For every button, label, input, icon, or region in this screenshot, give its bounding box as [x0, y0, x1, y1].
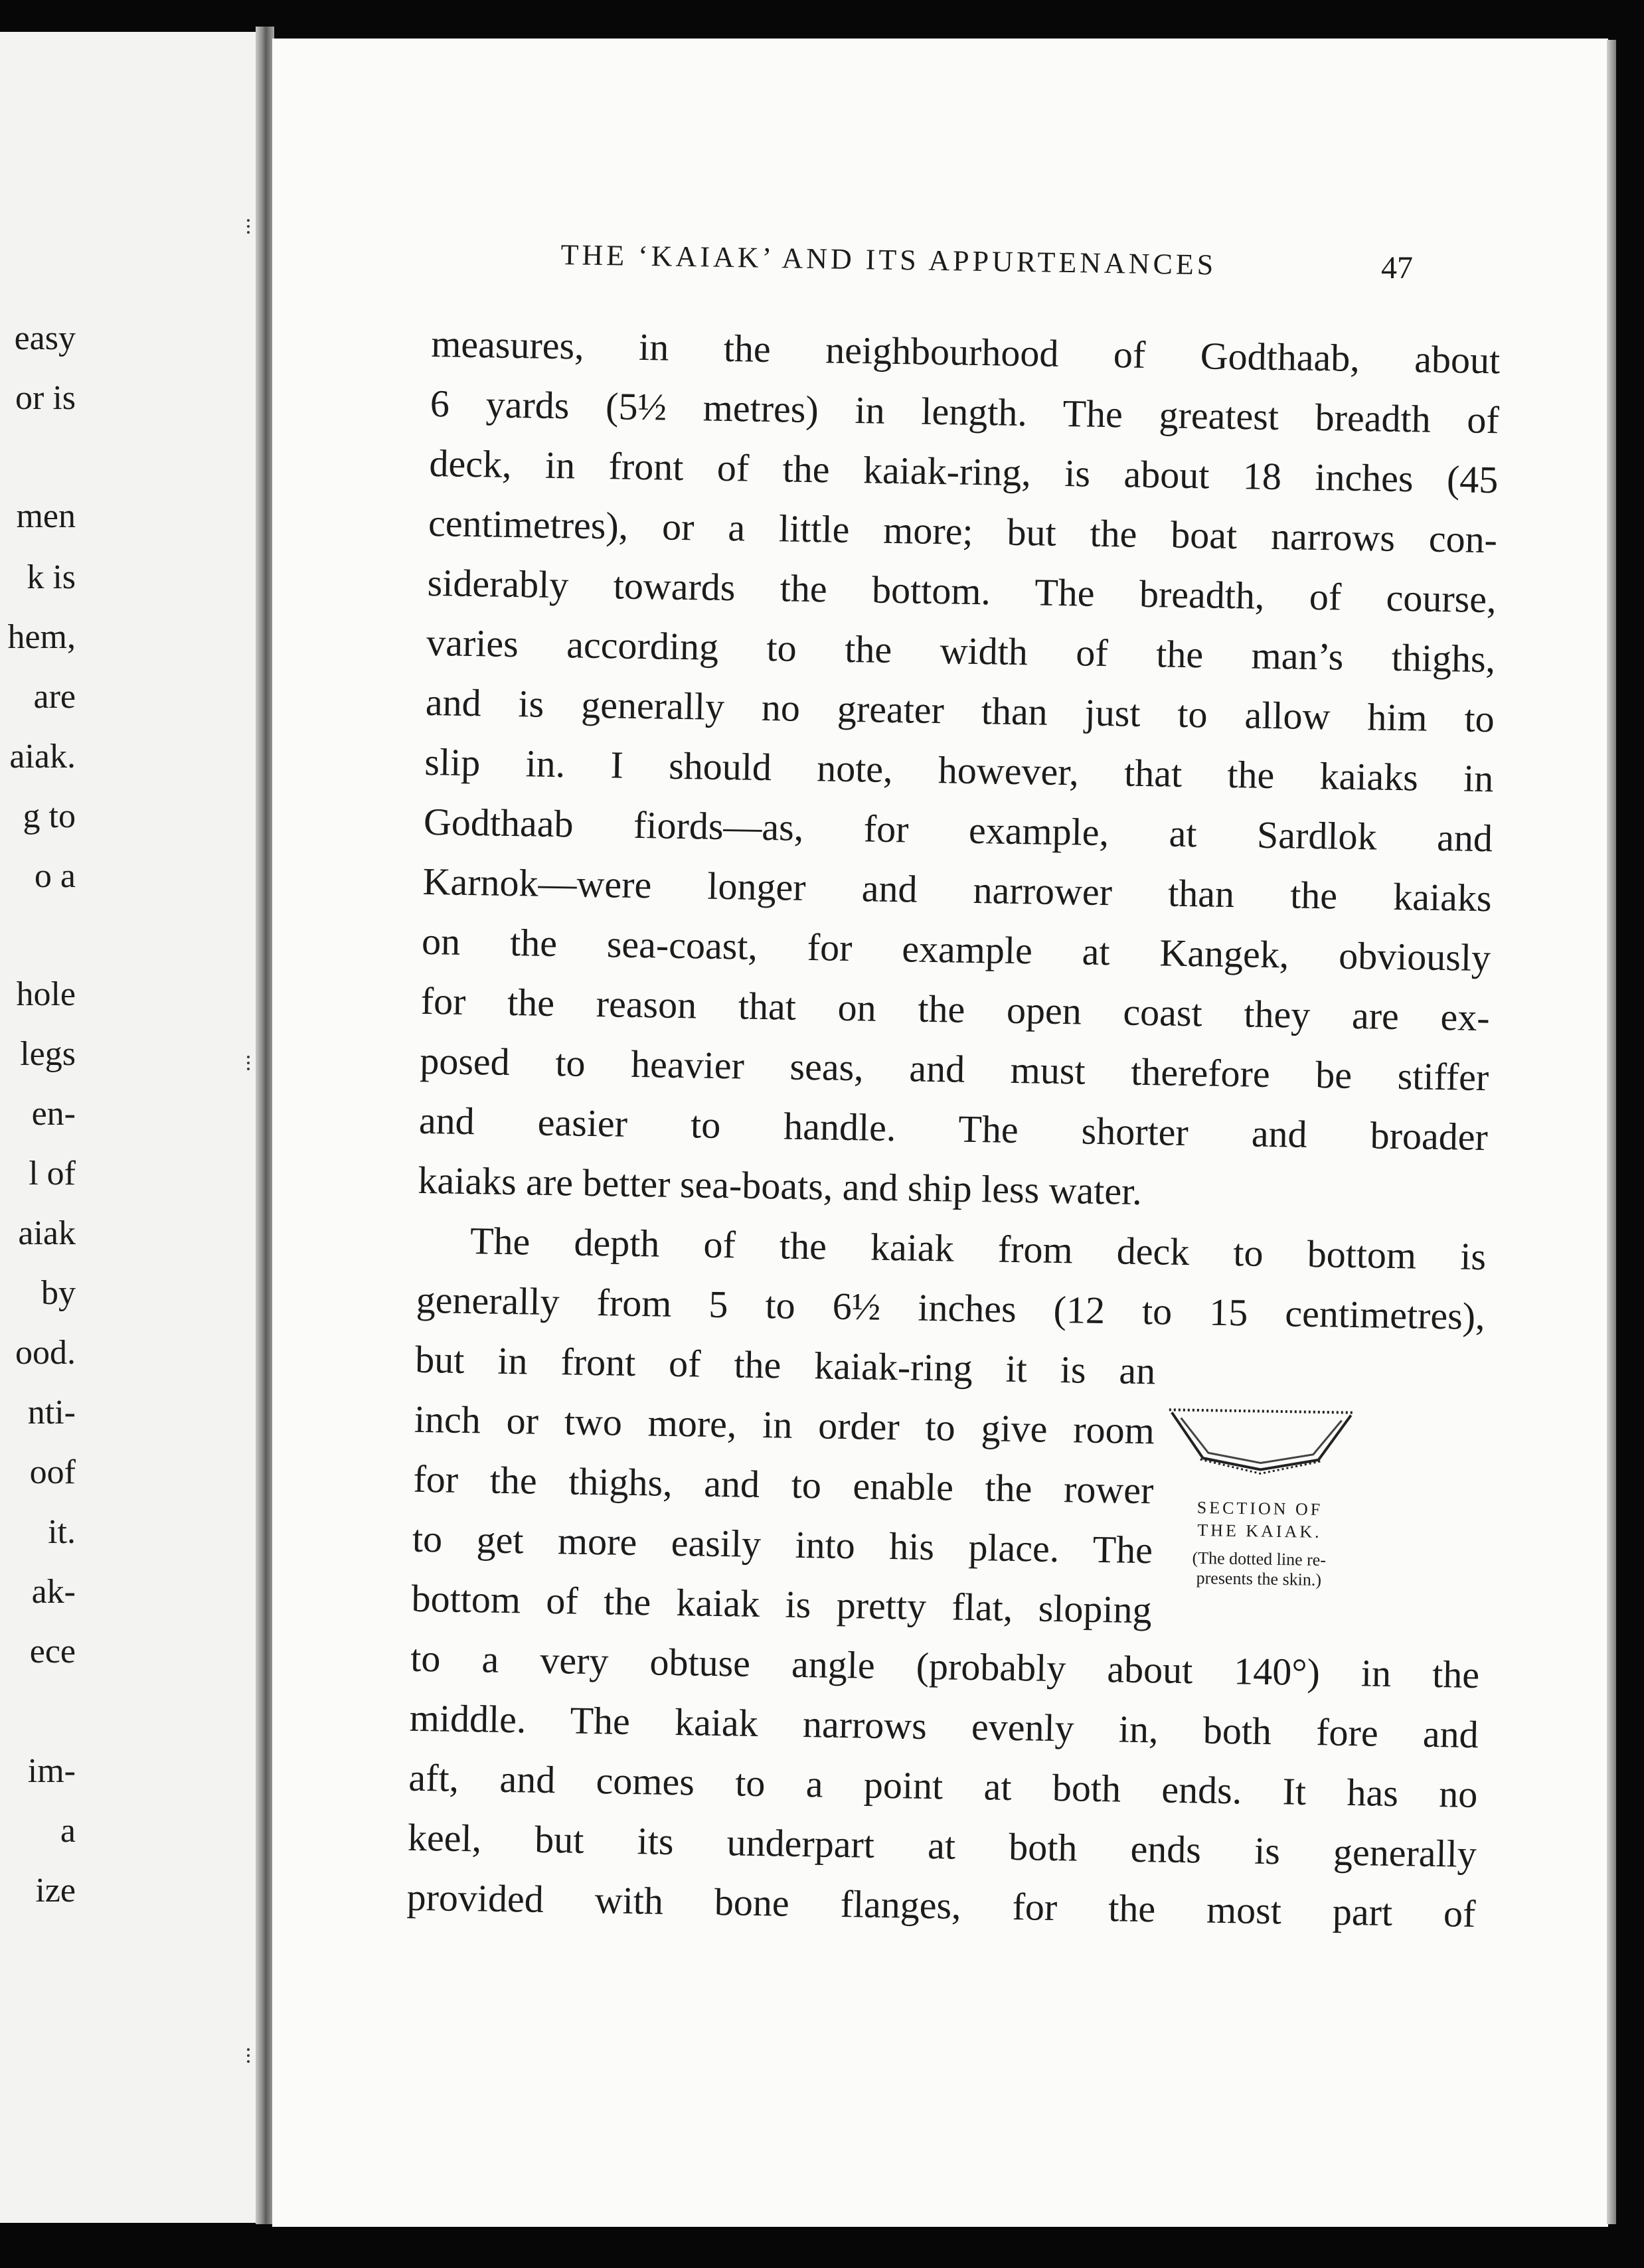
page-edge-shadow [1607, 40, 1616, 2224]
left-page-fragment: are [33, 678, 76, 716]
left-page-fragment: hole [16, 975, 76, 1013]
text-line: and is generally no greater than just to allow him to [425, 680, 1495, 741]
left-page-fragment: aiak. [9, 738, 76, 775]
text-line: and easier to handle. The shorter and broader [418, 1098, 1489, 1159]
left-page-fragment: o a [34, 857, 76, 895]
left-page-fragment: by [41, 1274, 76, 1312]
left-page-fragment: men [16, 497, 76, 535]
left-page-fragment: a [60, 1812, 76, 1850]
kaiak-section-figure [1153, 1403, 1368, 1591]
text-line: 6 yards (5½ metres) in length. The greatest breadth of [430, 381, 1500, 442]
book-gutter [256, 27, 274, 2224]
figure-caption-note-line: presents the skin.) [1196, 1568, 1322, 1589]
text-line: but in front of the kaiak-ring it is an [414, 1337, 1156, 1393]
left-page-fragment: nti- [27, 1394, 76, 1431]
text-line: for the thighs, and to enable the rower [413, 1457, 1154, 1512]
binding-thread-mark [247, 219, 259, 234]
left-page-fragment: l of [29, 1155, 76, 1192]
left-page-fragment: k is [27, 558, 76, 596]
text-line: kaiaks are better sea-boats, and ship less water. [418, 1158, 1143, 1213]
running-head: THE ‘KAIAK’ AND ITS APPURTENANCES [560, 238, 1217, 282]
kaiak-section-illustration [1164, 1403, 1358, 1479]
left-page-fragment: ize [35, 1872, 76, 1909]
text-line: measures, in the neighbourhood of Godthaab, about [430, 321, 1501, 382]
text-line: keel, but its underpart at both ends is generally [407, 1815, 1477, 1876]
text-line: aft, and comes to a point at both ends. It has no [408, 1755, 1478, 1817]
left-page-fragment: or is [15, 379, 76, 417]
text-line: middle. The kaiak narrows evenly in, both fore and [409, 1696, 1479, 1757]
text-line: for the reason that on the open coast they are ex- [420, 979, 1491, 1040]
left-page-fragment: ak- [31, 1573, 76, 1611]
left-page-fragment: ood. [15, 1334, 76, 1372]
page-number: 47 [1381, 250, 1413, 285]
figure-caption-title-line: SECTION OF [1196, 1498, 1323, 1519]
left-page-fragment: im- [27, 1752, 76, 1790]
text-line: inch or two more, in order to give room [414, 1397, 1155, 1453]
figure-caption-note-line: (The dotted line re- [1192, 1548, 1327, 1570]
left-page-fragment: easy [14, 319, 76, 357]
binding-thread-mark [247, 2048, 259, 2063]
left-page-fragment: hem, [7, 618, 76, 656]
binding-thread-mark [247, 1056, 259, 1070]
text-line: on the sea-coast, for example at Kangek, obviously [421, 919, 1491, 980]
text-line: varies according to the width of the man’s thighs, [426, 620, 1496, 681]
text-line: provided with bone flanges, for the most part of [406, 1875, 1476, 1935]
left-page-fragment: en- [31, 1095, 76, 1133]
text-line: to get more easily into his place. The [412, 1516, 1153, 1572]
deck-skin-dotted-line [1169, 1410, 1354, 1412]
figure-caption-title-line: THE KAIAK. [1197, 1520, 1322, 1542]
left-page [0, 32, 266, 2223]
text-line: to a very obtuse angle (probably about 140°) in the [410, 1636, 1480, 1697]
text-line: siderably towards the bottom. The breadth, of course, [427, 560, 1497, 621]
text-line: bottom of the kaiak is pretty flat, sloping [411, 1576, 1153, 1632]
text-line: Karnok—were longer and narrower than the kaiaks [422, 859, 1492, 920]
left-page-fragment: it. [48, 1513, 76, 1551]
left-page-fragment: aiak [18, 1214, 76, 1252]
text-line: Godthaab fiords—as, for example, at Sardlok and [423, 799, 1493, 860]
text-line: posed to heavier seas, and must therefore be stiffer [419, 1038, 1489, 1099]
text-line: centimetres), or a little more; but the boat narrows con- [428, 501, 1498, 562]
left-page-fragment: oof [29, 1453, 76, 1491]
figure-caption-note [1153, 1548, 1366, 1591]
right-page [272, 39, 1608, 2227]
text-line: The depth of the kaiak from deck to bottom is [469, 1219, 1487, 1279]
text-line: slip in. I should note, however, that the kaiaks in [424, 740, 1494, 801]
left-page-fragment: ece [29, 1633, 76, 1670]
text-line: generally from 5 to 6½ inches (12 to 15 centimetres), [416, 1277, 1486, 1338]
figure-caption-title [1153, 1496, 1366, 1544]
left-page-fragment: g to [23, 797, 76, 835]
text-line: deck, in front of the kaiak-ring, is about 18 inches (45 [429, 441, 1499, 502]
left-page-fragment: legs [20, 1035, 76, 1073]
